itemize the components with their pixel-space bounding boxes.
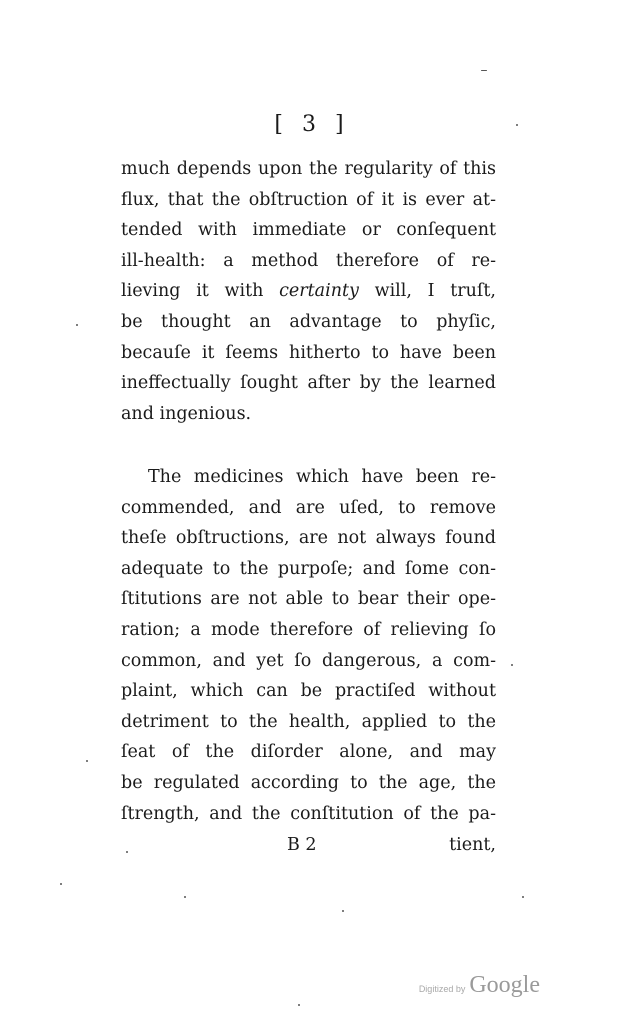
catchword: tient,	[449, 835, 496, 855]
text-line: detriment to the health, applied to the	[121, 711, 496, 732]
page-footer	[121, 830, 496, 860]
text-line: adequate to the purpoſe; and ſome con-	[121, 558, 496, 579]
text-line: common, and yet ſo dangerous, a com-	[121, 650, 496, 671]
text-line: ration; a mode therefore of relieving ſo	[121, 619, 496, 640]
watermark-prefix: Digitized by	[418, 984, 466, 994]
text-line: much depends upon the regularity of this	[121, 159, 496, 179]
text-line: flux, that the obſtruction of it is ever at-	[121, 189, 496, 210]
digitization-watermark	[419, 972, 540, 999]
text-line: tended with immediate or conſequent	[121, 220, 496, 241]
text-line: commended, and are uſed, to remove	[121, 497, 496, 518]
text-line: ineffectually ſought after by the learned	[121, 373, 496, 394]
text-line: ſeat of the diſorder alone, and may	[121, 742, 496, 763]
text-line: ſtrength, and the conſtitution of the pa-	[121, 803, 496, 824]
google-logo-text: Google	[469, 972, 540, 998]
text-run: lieving it with	[121, 281, 280, 302]
scan-speck	[522, 896, 524, 898]
paragraph-2	[121, 462, 496, 829]
scan-speck	[184, 896, 186, 898]
text-line: The medicines which have been re-	[148, 467, 496, 487]
paragraph-1	[121, 154, 496, 429]
page-number: [ 3 ]	[274, 112, 350, 137]
text-line: plaint, which can be practiſed without	[121, 681, 496, 702]
scan-speck	[76, 324, 78, 326]
scan-speck	[86, 760, 88, 762]
text-line: ſtitutions are not able to bear their ope-	[121, 589, 496, 610]
text-line: and ingenious.	[121, 403, 252, 424]
text-line: becauſe it ſeems hitherto to have been	[121, 342, 496, 363]
text-line: be regulated according to the age, the	[121, 772, 496, 793]
scan-speck	[481, 70, 487, 71]
scan-speck	[511, 664, 513, 666]
scan-speck	[126, 851, 128, 853]
scan-speck	[342, 910, 344, 912]
text-run: will, I truſt,	[358, 281, 496, 302]
text-line: theſe obſtructions, are not always found	[121, 528, 496, 549]
scan-speck	[60, 883, 62, 885]
text-line: ill-health: a method therefore of re-	[121, 250, 496, 271]
text-line: be thought an advantage to phyſic,	[121, 311, 496, 332]
signature-mark: B 2	[287, 835, 317, 855]
scan-speck	[298, 1004, 300, 1006]
scan-speck	[516, 124, 518, 126]
italic-word: certainty	[279, 281, 359, 302]
text-line	[121, 276, 496, 307]
